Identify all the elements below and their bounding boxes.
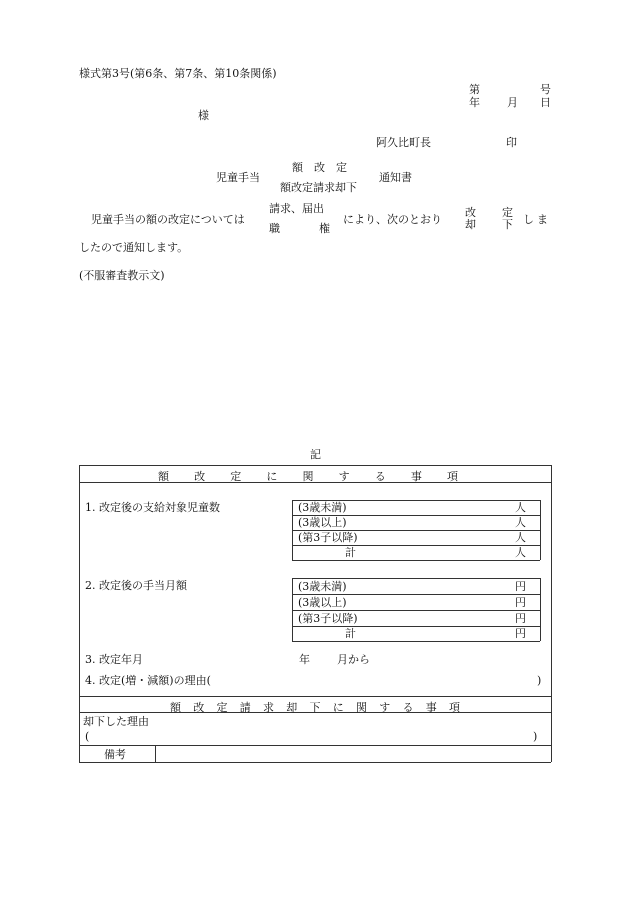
body-option-request: 請求、届出 [269, 202, 324, 215]
s2h-9: す [379, 701, 391, 714]
count-row-third-unit: 人 [515, 531, 526, 544]
amount-row-under3-label: (3歳未満) [298, 580, 347, 593]
count-row-total-label: 計 [345, 546, 356, 559]
s1h-6: る [374, 470, 386, 483]
s2h-3: 請 [239, 701, 251, 714]
amount-row-under3-unit: 円 [515, 580, 526, 593]
remarks-field[interactable] [156, 746, 550, 761]
s1h-1: 改 [194, 470, 206, 483]
s2h-12: 項 [449, 701, 460, 714]
count-row-third-label: (第3子以降) [298, 531, 358, 544]
s2h-10: る [402, 701, 414, 714]
s1h-4: 関 [302, 470, 314, 483]
count-row-over3-unit: 人 [515, 516, 526, 529]
body-option-ex-officio-2: 権 [319, 222, 330, 235]
title-option-rejection: 額改定請求却下 [280, 181, 357, 194]
count-row-total-unit: 人 [515, 546, 526, 559]
s1h-5: す [338, 470, 350, 483]
title-suffix: 通知書 [379, 171, 412, 184]
remarks-label: 備考 [104, 748, 126, 761]
amount-row-total-unit: 円 [515, 627, 526, 640]
s2h-5: 却 [286, 701, 298, 714]
number-dai: 第 [469, 83, 480, 96]
title-option-revision: 額 改 定 [292, 161, 347, 174]
body-end: しま [523, 213, 551, 226]
s1h-8: 項 [447, 470, 458, 483]
body-option-revise-2: 定 [502, 206, 513, 219]
recipient-suffix: 様 [198, 109, 209, 122]
item3-label: 3. 改定年月 [85, 653, 143, 666]
item1-label: 1. 改定後の支給対象児童数 [85, 501, 220, 514]
item3-month-from: 月から [337, 653, 370, 666]
rejection-reason-label: 却下した理由 [83, 715, 149, 728]
s2h-1: 改 [193, 701, 205, 714]
issuer-seal: 印 [506, 136, 517, 149]
count-row-over3-label: (3歳以上) [298, 516, 347, 529]
s1h-3: に [266, 470, 278, 483]
body-option-ex-officio-1: 職 [269, 222, 280, 235]
s1h-0: 額 [158, 470, 169, 483]
item2-label: 2. 改定後の手当月額 [85, 579, 187, 592]
s1h-7: 事 [410, 470, 422, 483]
s2h-8: 関 [356, 701, 367, 714]
date-year-label: 年 [469, 96, 480, 109]
section1-header [158, 468, 458, 481]
body-line2: したので通知します。 [79, 241, 189, 254]
amount-row-total-label: 計 [345, 627, 356, 640]
body-option-reject-2: 下 [502, 218, 513, 231]
s2h-0: 額 [170, 701, 181, 714]
appeal-note: (不服審査教示文) [79, 269, 165, 282]
amount-row-third-label: (第3子以降) [298, 612, 358, 625]
issuer-name: 阿久比町長 [376, 136, 431, 149]
count-row-under3-label: (3歳未満) [298, 501, 347, 514]
form-number: 様式第3号(第6条、第7条、第10条関係) [79, 67, 277, 80]
item4-close-paren: ) [537, 674, 542, 687]
body-option-reject-1: 却 [465, 218, 476, 231]
s2h-7: に [332, 701, 344, 714]
s1h-2: 定 [230, 470, 242, 483]
date-day-label: 日 [540, 96, 551, 109]
title-prefix: 児童手当 [216, 171, 260, 184]
number-go: 号 [540, 83, 551, 96]
record-label: 記 [310, 448, 321, 461]
s2h-2: 定 [216, 701, 228, 714]
s2h-6: 下 [309, 701, 321, 714]
s2h-4: 求 [263, 701, 274, 714]
item4-label: 4. 改定(増・減額)の理由( [85, 674, 211, 687]
section2-header [170, 699, 460, 712]
date-month-label: 月 [507, 96, 518, 109]
count-row-under3-unit: 人 [515, 501, 526, 514]
body-option-revise-1: 改 [465, 206, 476, 219]
body-lead: 児童手当の額の改定については [91, 213, 245, 226]
item3-year: 年 [299, 653, 310, 666]
s2h-11: 事 [425, 701, 437, 714]
amount-row-over3-unit: 円 [515, 596, 526, 609]
amount-row-third-unit: 円 [515, 612, 526, 625]
rejection-open-paren: ( [85, 730, 90, 743]
amount-row-over3-label: (3歳以上) [298, 596, 347, 609]
body-mid: により、次のとおり [343, 213, 442, 226]
rejection-close-paren: ) [533, 730, 538, 743]
